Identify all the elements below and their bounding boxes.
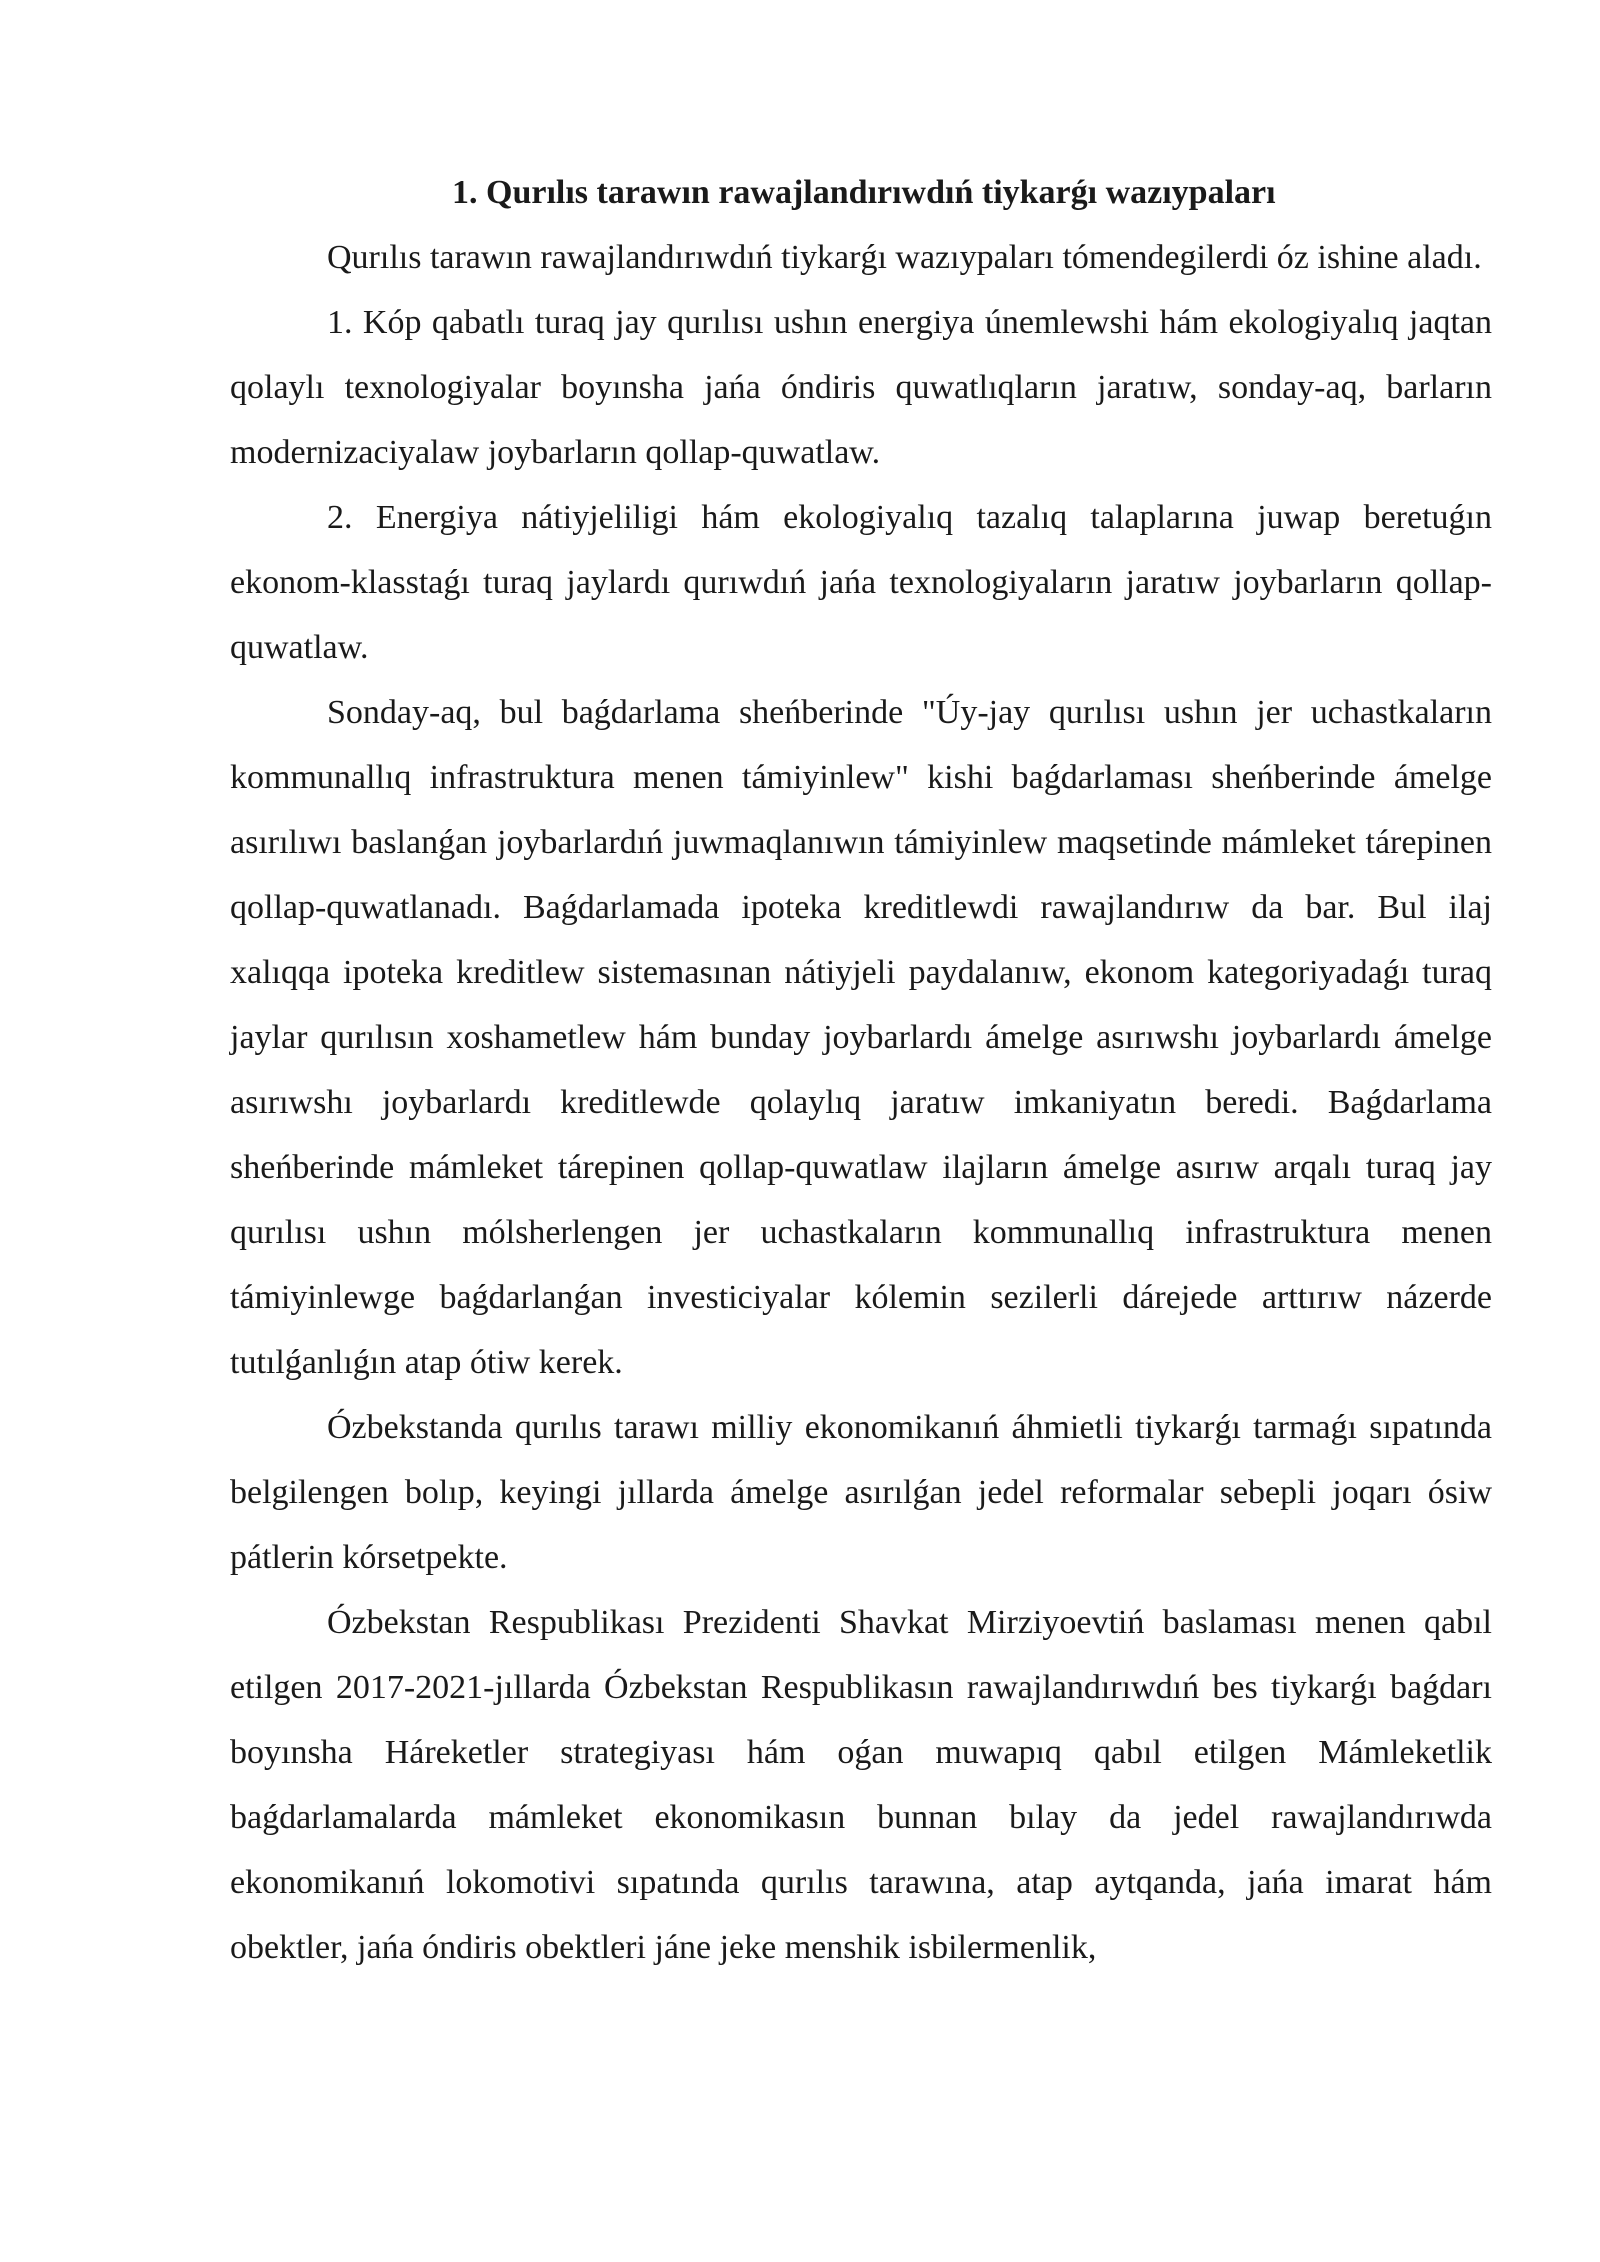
- paragraph-strategy: Ózbekstan Respublikası Prezidenti Shavkat Mirziyoevtiń baslaması menen qabıl etilgen 2017-2021-jıllarda Ózbekstan Respublikasın rawajlandırıwdıń bes tiykarǵı baǵdarı boyınsha Háreketler strategiyası hám oǵan muwapıq qabıl etilgen Mámleketlik baǵdarlamalarda mámleket ekonomikasın bunnan bılay da jedel rawajlandırıwda ekonomikanıń lokomotivi sıpatında qurılıs tarawına, atap aytqanda, jańa imarat hám obektler, jańa óndiris obektleri jáne jeke menshik isbilermenlik,: [230, 1604, 1492, 1966]
- paragraph-item-2: 2. Energiya nátiyjeliligi hám ekologiyalıq tazalıq talaplarına juwap beretuǵın ekonom-klasstaǵı turaq jaylardı qurıwdıń jańa texnologiyaların jaratıw joybarların qollap-quwatlaw.: [230, 499, 1492, 666]
- section-heading: 1. Qurılıs tarawın rawajlandırıwdıń tiykarǵı wazıypaları: [452, 174, 1276, 211]
- paragraph-construction-sector: Ózbekstanda qurılıs tarawı milliy ekonomikanıń áhmietli tiykarǵı tarmaǵı sıpatında belgilengen bolıp, keyingi jıllarda ámelge asırılǵan jedel reformalar sebepli joqarı ósiw pátlerin kórsetpekte.: [230, 1409, 1492, 1576]
- paragraph-item-1: 1. Kóp qabatlı turaq jay qurılısı ushın energiya únemlewshi hám ekologiyalıq jaqtan qolaylı texnologiyalar boyınsha jańa óndiris quwatlıqların jaratıw, sonday-aq, barların modernizaciyalaw joybarların qollap-quwatlaw.: [230, 304, 1492, 471]
- paragraph-program: Sonday-aq, bul baǵdarlama sheńberinde "Úy-jay qurılısı ushın jer uchastkaların kommunallıq infrastruktura menen támiyinlew" kishi baǵdarlaması sheńberinde ámelge asırılıwı baslanǵan joybarlardıń juwmaqlanıwın támiyinlew maqsetinde mámleket tárepinen qollap-quwatlanadı. Baǵdarlamada ipoteka kreditlewdi rawajlandırıw da bar. Bul ilaj xalıqqa ipoteka kreditlew sistemasınan nátiyjeli paydalanıw, ekonom kategoriyadaǵı turaq jaylar qurılısın xoshametlew hám bunday joybarlardı ámelge asırıwshı joybarlardı ámelge asırıwshı joybarlardı kreditlewde qolaylıq jaratıw imkaniyatın beredi. Baǵdarlama sheńberinde mámleket tárepinen qollap-quwatlaw ilajların ámelge asırıw arqalı turaq jay qurılısı ushın mólsherlengen jer uchastkaların kommunallıq infrastruktura menen támiyinlewge baǵdarlanǵan investiciyalar kólemin sezilerli dárejede arttırıw názerde tutılǵanlıǵın atap ótiw kerek.: [230, 694, 1492, 1381]
- document-body: [230, 160, 1492, 1980]
- paragraph-intro: Qurılıs tarawın rawajlandırıwdıń tiykarǵı wazıypaları tómendegilerdi óz ishine aladı.: [327, 239, 1482, 276]
